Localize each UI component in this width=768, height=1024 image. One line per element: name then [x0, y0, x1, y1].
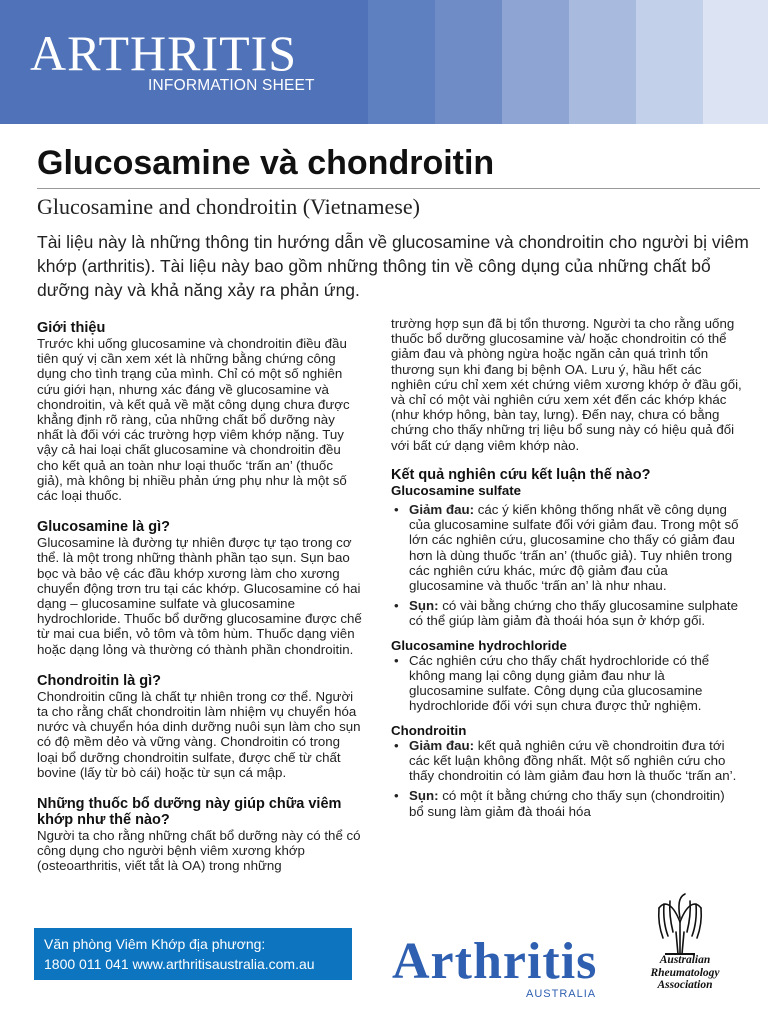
section-heading-research-results: Kết quả nghiên cứu kết luận thế nào?: [391, 466, 651, 483]
section-heading-what-is-chondroitin: Chondroitin là gì?: [37, 672, 162, 689]
banner-stripe: [435, 0, 502, 124]
bullet-label: Giảm đau:: [409, 502, 475, 518]
right-column: [391, 316, 743, 819]
page-title: Glucosamine và chondroitin: [37, 144, 495, 182]
banner-stripe: [636, 0, 703, 124]
ara-line: Australian: [659, 954, 711, 966]
left-column: [37, 320, 362, 874]
ara-line: Association: [657, 979, 713, 991]
list-item: [391, 738, 743, 784]
arthritis-australia-logo-sub: AUSTRALIA: [526, 988, 597, 1000]
page-subtitle: Glucosamine and chondroitin (Vietnamese): [37, 194, 420, 219]
bullet-icon: •: [394, 652, 399, 668]
section-text-what-is-glucosamine: Glucosamine là đường tự nhiên được tự tạo trong cơ thể. là một trong những thành phần tạo sụn. Sụn bao bọc và bảo vệ các đầu khớp xương làm cho xương chuyển động trơn tru tại các khớp. Glucosamine có hai dạng – glucosamine sulfate và glucosamine hydrochloride. Thuốc bổ dưỡng glucosamine được chế từ mai cua biển, vỏ tôm và tôm hùm. Thuốc dạng viên hoặc dạng lỏng và thường có thành phần chondroitin.: [37, 535, 362, 657]
chondroitin-list: [391, 738, 743, 819]
list-item: [391, 598, 743, 628]
bullet-label: Sụn:: [409, 598, 439, 614]
banner-main-block: [0, 0, 368, 124]
contact-phone-website[interactable]: 1800 011 041 www.arthritisaustralia.com.au: [44, 956, 315, 972]
contact-office-label: Văn phòng Viêm Khớp địa phương:: [44, 936, 266, 952]
bullet-icon: •: [394, 502, 399, 518]
section-heading-introduction: Giới thiệu: [37, 320, 106, 336]
bullet-text: Các nghiên cứu cho thấy chất hydrochloride có thể không mang lại công dụng giảm đau như là glucosamine sulfate. Công dụng của glucosamine hydrochloride đối với sụn chưa được thử nghiệm.: [409, 652, 710, 714]
bullet-icon: •: [394, 788, 399, 804]
banner-stripe: [703, 0, 768, 124]
rheumatology-association-logo: [630, 954, 740, 992]
section-text-continued: trường hợp sụn đã bị tổn thương. Người ta cho rằng uống thuốc bổ dưỡng glucosamine và/ hoặc chondroitin có thể giảm đau và phòng ngừa hoặc ngăn cản quá trình tổn thương sụn khi đang bị bệnh OA. Lưu ý, hầu hết các nghiên cứu chỉ xem xét chứng viêm xương khớp ở đầu gối, và chỉ có một vài nghiên cứu xem xét đến các khớp khác (như khớp hông, bàn tay, lưng). Đến nay, chưa có bằng chứng cho thấy những trị liệu bổ sung này có hiệu quả đối với bất cứ dạng viêm khớp nào.: [391, 316, 742, 453]
bullet-icon: •: [394, 737, 399, 753]
intro-paragraph: Tài liệu này là những thông tin hướng dẫn về glucosamine và chondroitin cho người bị viêm khớp (arthritis). Tài liệu này bao gồm những thông tin về công dụng của những chất bổ dưỡng này và khả năng xảy ra phản ứng.: [37, 232, 749, 300]
banner-stripe: [368, 0, 435, 124]
bullet-text: kết quả nghiên cứu về chondroitin đưa tới các kết luận không đồng nhất. Một số nghiên cứu cho thấy chondroitin có làm giảm đau hơn là thuốc ‘trấn an’.: [409, 737, 737, 784]
banner-subtitle: INFORMATION SHEET: [148, 77, 315, 94]
willow-tree-icon: [655, 892, 705, 956]
list-item: [391, 653, 743, 714]
bullet-text: có vài bằng chứng cho thấy glucosamine sulphate có thể giúp làm giảm đà thoái hóa sụn ở khớp gối.: [409, 598, 738, 629]
subheading-glucosamine-hydrochloride: Glucosamine hydrochloride: [391, 637, 567, 653]
bullet-text: các ý kiến không thống nhất về công dụng của glucosamine sulfate đối với giảm đau. Trong một số lớn các nghiên cứu, glucosamine cho thấy có giảm đau hơn là dùng thuốc ‘trấn an’ (thuốc giả). Tuy nhiên trong các nghiên cứu khác, mức độ giảm đau của glucosamine và thuốc ‘trấn an’ là như nhau.: [409, 502, 739, 594]
subheading-chondroitin: Chondroitin: [391, 722, 467, 738]
header-banner: [0, 0, 768, 124]
section-text-how-they-help: Người ta cho rằng những chất bổ dưỡng này có thể có công dụng cho người bệnh viêm xương khớp (osteoarthritis, viết tắt là OA) trong những: [37, 828, 361, 874]
banner-title: ARTHRITIS: [30, 25, 298, 81]
section-heading-what-is-glucosamine: Glucosamine là gì?: [37, 519, 170, 536]
bullet-label: Sụn:: [409, 788, 439, 804]
bullet-label: Giảm đau:: [409, 737, 475, 753]
glucosamine-hydrochloride-list: [391, 653, 743, 714]
bullet-icon: •: [394, 598, 399, 614]
list-item: [391, 788, 743, 818]
banner-stripe: [569, 0, 636, 124]
section-heading-how-they-help: Những thuốc bổ dưỡng này giúp chữa viêm khớp như thế nào?: [37, 796, 342, 829]
contact-box: [34, 928, 352, 980]
section-text-what-is-chondroitin: Chondroitin cũng là chất tự nhiên trong cơ thể. Người ta cho rằng chất chondroitin làm nhiệm vụ chuyển hóa nước và chuyển hóa dinh dưỡng nuôi sụn làm cho sụn có độ mềm dẻo và vững vàng. Chondroitin có trong loại bổ dưỡng chondroitin sulfate, được chế từ chất bovine (lấy từ bò cái) hoặc từ sụn cá mập.: [37, 688, 361, 780]
bullet-text: có một ít bằng chứng cho thấy sụn (chondroitin) bổ sung làm giảm đà thoái hóa: [409, 788, 725, 819]
list-item: [391, 502, 743, 593]
ara-line: Rheumatology: [650, 966, 720, 979]
title-divider: [37, 188, 760, 189]
arthritis-australia-logo: Arthritis: [392, 933, 598, 990]
section-text-introduction: Trước khi uống glucosamine và chondroitin điều đầu tiên quý vị cần xem xét là những bằng chứng công dụng cho tình trạng của mình. Chỉ có một số nghiên cứu giới hạn, nhưng xác đáng về glucosamine và chondroitin, và kết quả về mặt công dụng chưa được khẳng định rõ ràng, của những chất bổ dưỡng này nhất là đối với các trường hợp viêm khớp nặng. Tuy vậy cả hai loại chất glucosamine và chondroitin đều cho kết quả an toàn như loại thuốc ‘trấn an’ (thuốc giả), mà không bị nhiều phản ứng phụ như là một số các loại thuốc.: [37, 336, 350, 504]
glucosamine-sulfate-list: [391, 502, 743, 629]
banner-stripe: [502, 0, 569, 124]
subheading-glucosamine-sulfate: Glucosamine sulfate: [391, 482, 522, 498]
